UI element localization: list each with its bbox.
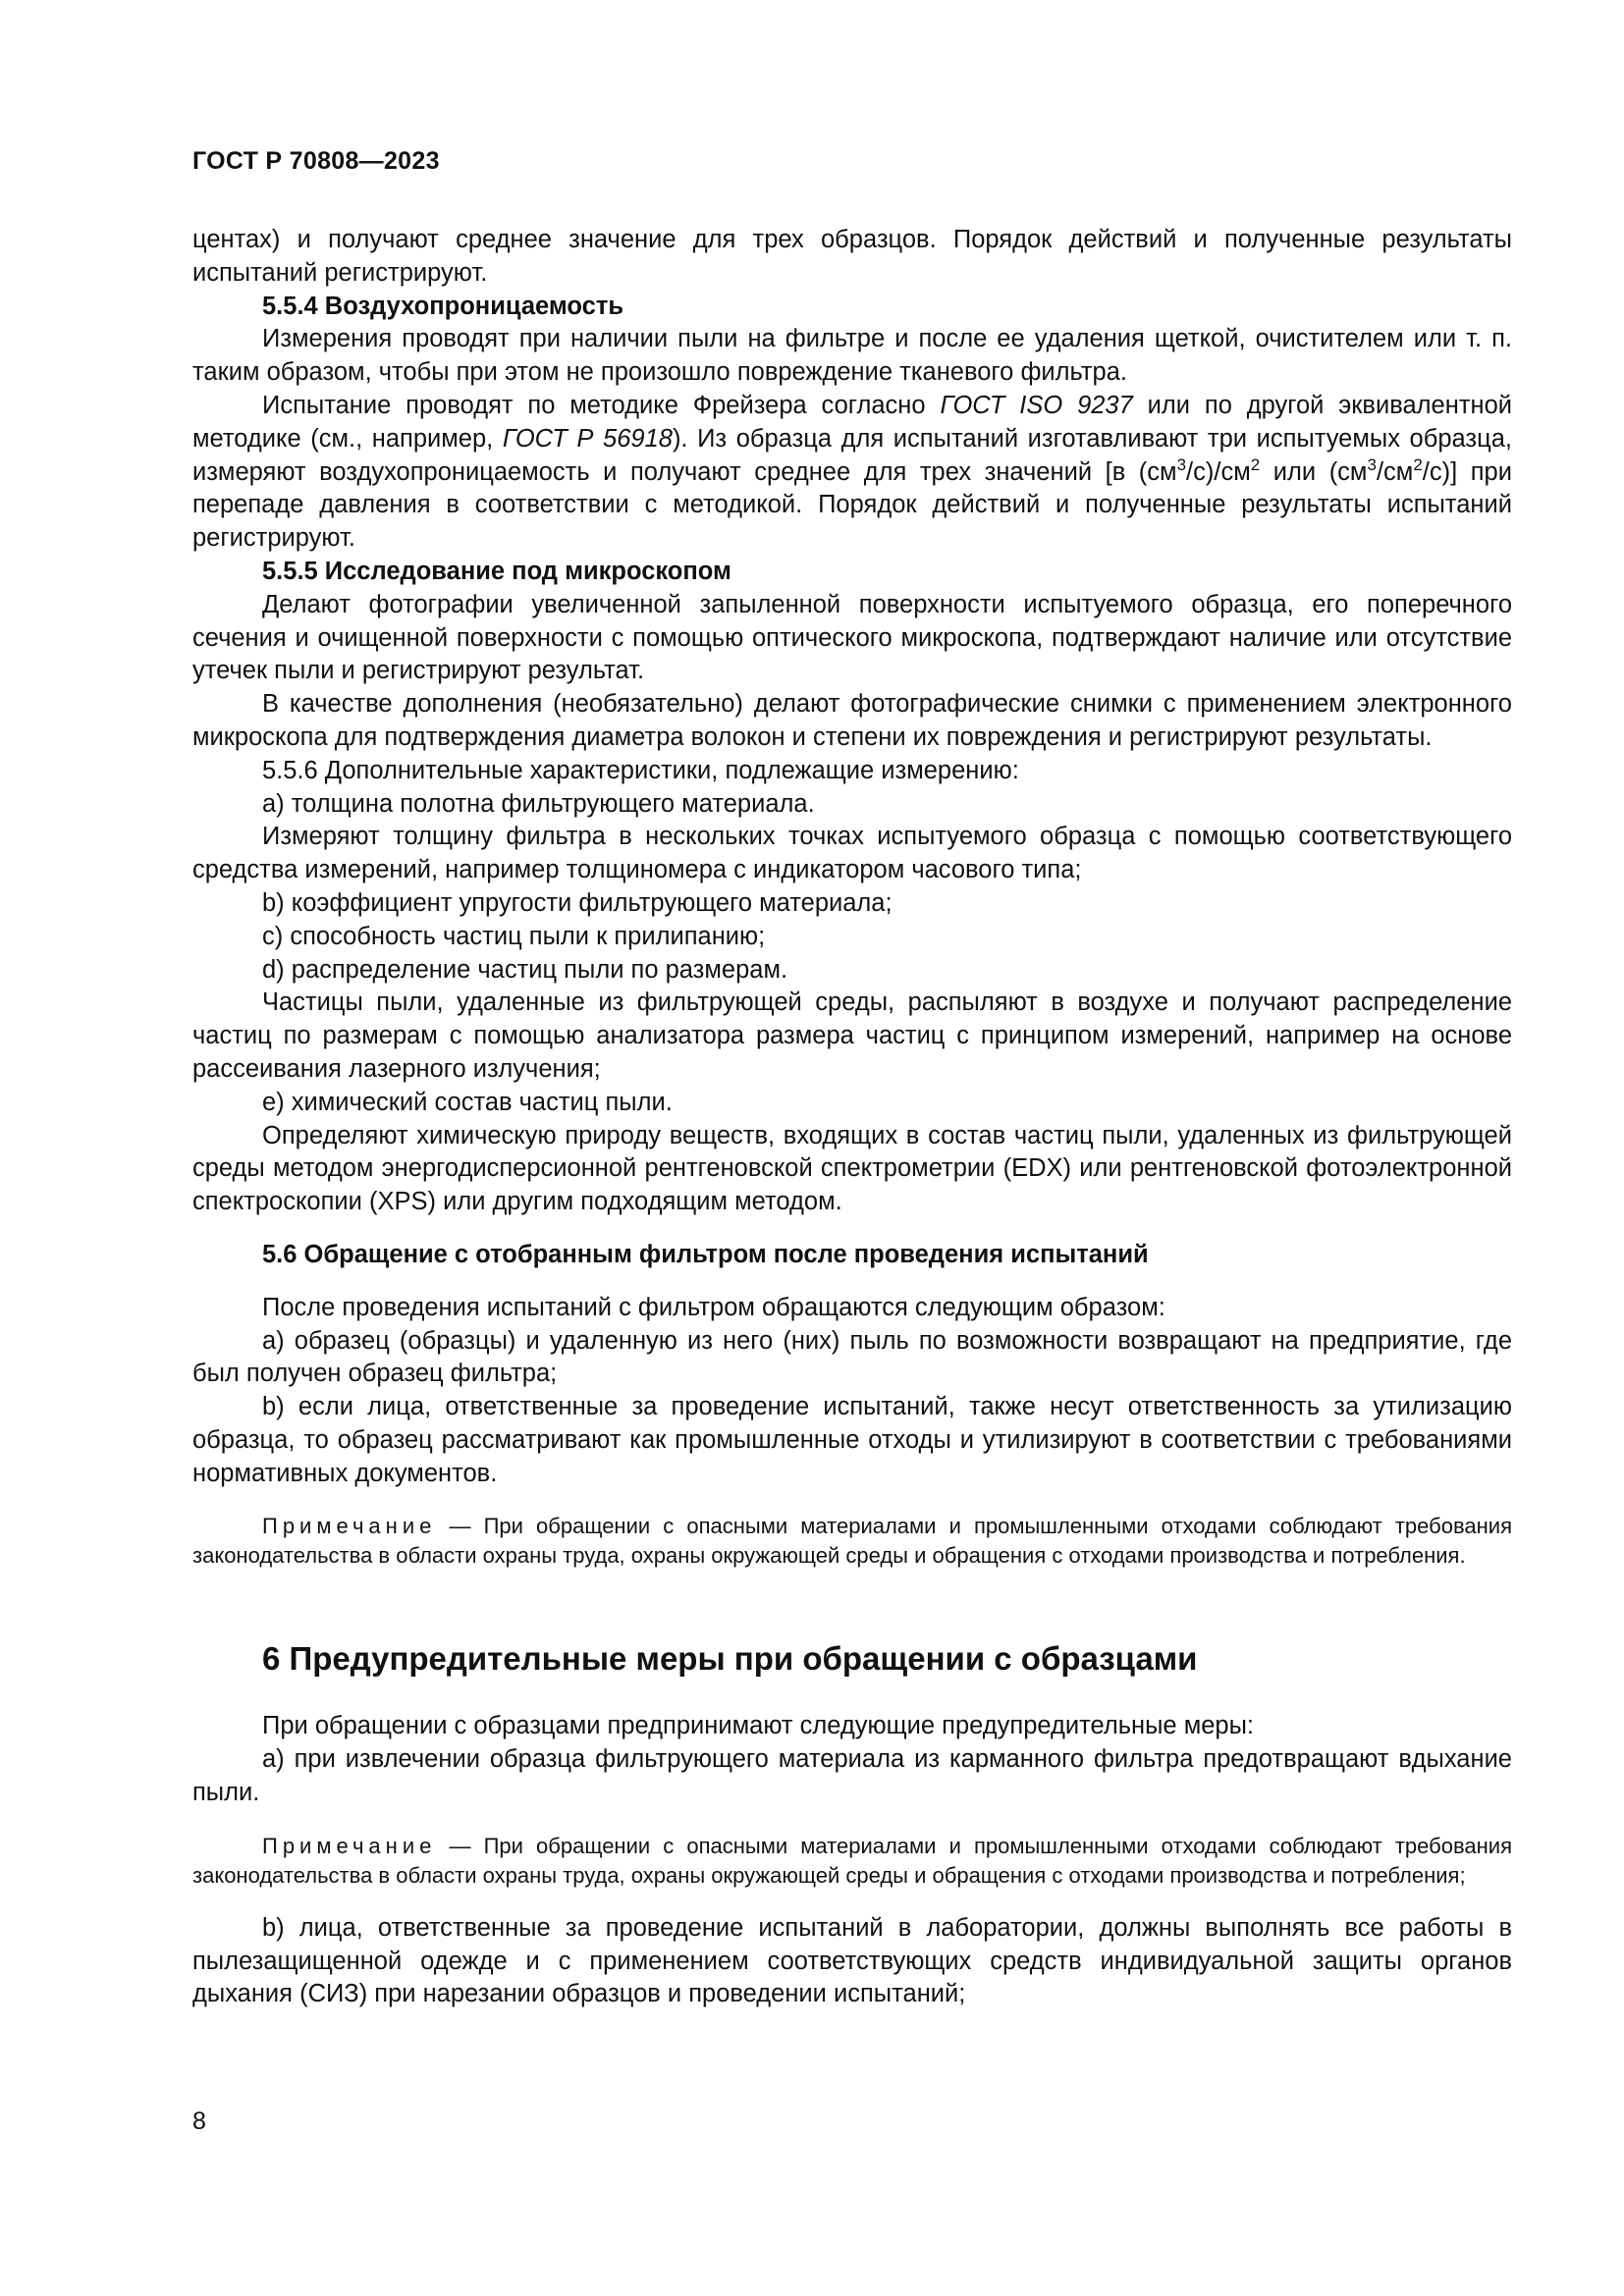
paragraph: Испытание проводят по методике Фрейзера согласно ГОСТ ISO 9237 или по другой эквивалентной методике (см., например, ГОСТ Р 56918). Из образца для испытаний изготавливают три испытуемых образца, измеряют воздухопроницаемость и получают среднее для трех значений [в $(см^3/с)/см^2$ или $(см^3/см^2/с)$] при перепаде давления в соответствии с методикой. Порядок действий и полученные результаты испытаний регистрируют. [192, 391, 1513, 553]
section-heading-6: 6 Предупредительные меры при обращении с образцами [262, 1640, 1198, 1678]
list-item: а) образец (образцы) и удаленную из него (них) пыль по возможности возвращают на предприятие, где был получен образец фильтра; [192, 1326, 1512, 1388]
paragraph: центах) и получают среднее значение для трех образцов. Порядок действий и полученные результаты испытаний регистрируют. [192, 226, 1512, 287]
note-label: Примечание [262, 1514, 437, 1539]
note: Примечание — При обращении с опасными материалами и промышленными отходами соблюдают требования законодательства в области охраны труда, охраны окружающей среды и обращения с отходами производства и потребления; [192, 1833, 1512, 1888]
list-item: а) при извлечении образца фильтрующего материала из карманного фильтра предотвращают вдыхание пыли. [192, 1745, 1512, 1807]
standard-reference: ГОСТ Р 56918 [502, 424, 673, 453]
paragraph: В качестве дополнения (необязательно) делают фотографические снимки с применением электронного микроскопа для подтверждения диаметра волокон и степени их повреждения и регистрируют результаты. [192, 690, 1512, 751]
section-heading-5-6: 5.6 Обращение с отобранным фильтром после проведения испытаний [262, 1240, 1149, 1268]
standard-reference: ГОСТ ISO 9237 [940, 391, 1133, 419]
list-item: b) коэффициент упругости фильтрующего материала; [262, 888, 893, 917]
page-number: 8 [192, 2108, 206, 2135]
section-heading-5-5-4: 5.5.4 Воздухопроницаемость [262, 292, 624, 320]
list-item: c) способность частиц пыли к прилипанию; [262, 922, 766, 950]
paragraph: Делают фотографии увеличенной запыленной поверхности испытуемого образца, его поперечного сечения и очищенной поверхности с помощью оптического микроскопа, подтверждают наличие или отсутствие утечек пыли и регистрируют результат. [192, 590, 1512, 685]
paragraph: Определяют химическую природу веществ, входящих в состав частиц пыли, удаленных из фильтрующей среды методом энергодисперсионной рентгеновской спектрометрии (EDX) или рентгеновской фотоэлектронной спектроскопии (XPS) или другим подходящим методом. [192, 1121, 1512, 1216]
list-item: b) если лица, ответственные за проведение испытаний, также несут ответственность за утилизацию образца, то образец рассматривают как промышленные отходы и утилизируют в соответствии с требованиями нормативных документов. [192, 1393, 1512, 1487]
list-item: d) распределение частиц пыли по размерам. [262, 955, 788, 984]
list-item: b) лица, ответственные за проведение испытаний в лаборатории, должны выполнять все работы в пылезащищенной одежде и с применением соответствующих средств индивидуальной защиты органов дыхания (СИЗ) при нарезании образцов и проведении испытаний; [192, 1913, 1512, 2008]
paragraph: При обращении с образцами предпринимают следующие предупредительные меры: [262, 1712, 1255, 1740]
paragraph: Частицы пыли, удаленные из фильтрующей среды, распыляют в воздухе и получают распределение частиц по размерам с помощью анализатора размера частиц с принципом измерений, например на основе рассеивания лазерного излучения; [192, 988, 1512, 1083]
note-label: Примечание [262, 1833, 437, 1858]
paragraph: Измерения проводят при наличии пыли на фильтре и после ее удаления щеткой, очистителем или т. п. таким образом, чтобы при этом не произошло повреждение тканевого фильтра. [192, 325, 1512, 387]
document-header: ГОСТ Р 70808—2023 [192, 147, 440, 175]
document-body [192, 224, 1512, 2011]
section-heading-5-5-5: 5.5.5 Исследование под микроскопом [262, 557, 731, 585]
paragraph: 5.5.6 Дополнительные характеристики, подлежащие измерению: [262, 756, 1019, 784]
list-item: e) химический состав частиц пыли. [262, 1088, 673, 1116]
paragraph: После проведения испытаний с фильтром обращаются следующим образом: [262, 1293, 1165, 1321]
note: Примечание — При обращении с опасными материалами и промышленными отходами соблюдают требования законодательства в области охраны труда, охраны окружающей среды и обращения с отходами производства и потребления. [192, 1514, 1512, 1569]
list-item: а) толщина полотна фильтрующего материала. [262, 789, 815, 818]
paragraph: Измеряют толщину фильтра в нескольких точках испытуемого образца с помощью соответствующего средства измерений, например толщиномера с индикатором часового типа; [192, 823, 1512, 884]
